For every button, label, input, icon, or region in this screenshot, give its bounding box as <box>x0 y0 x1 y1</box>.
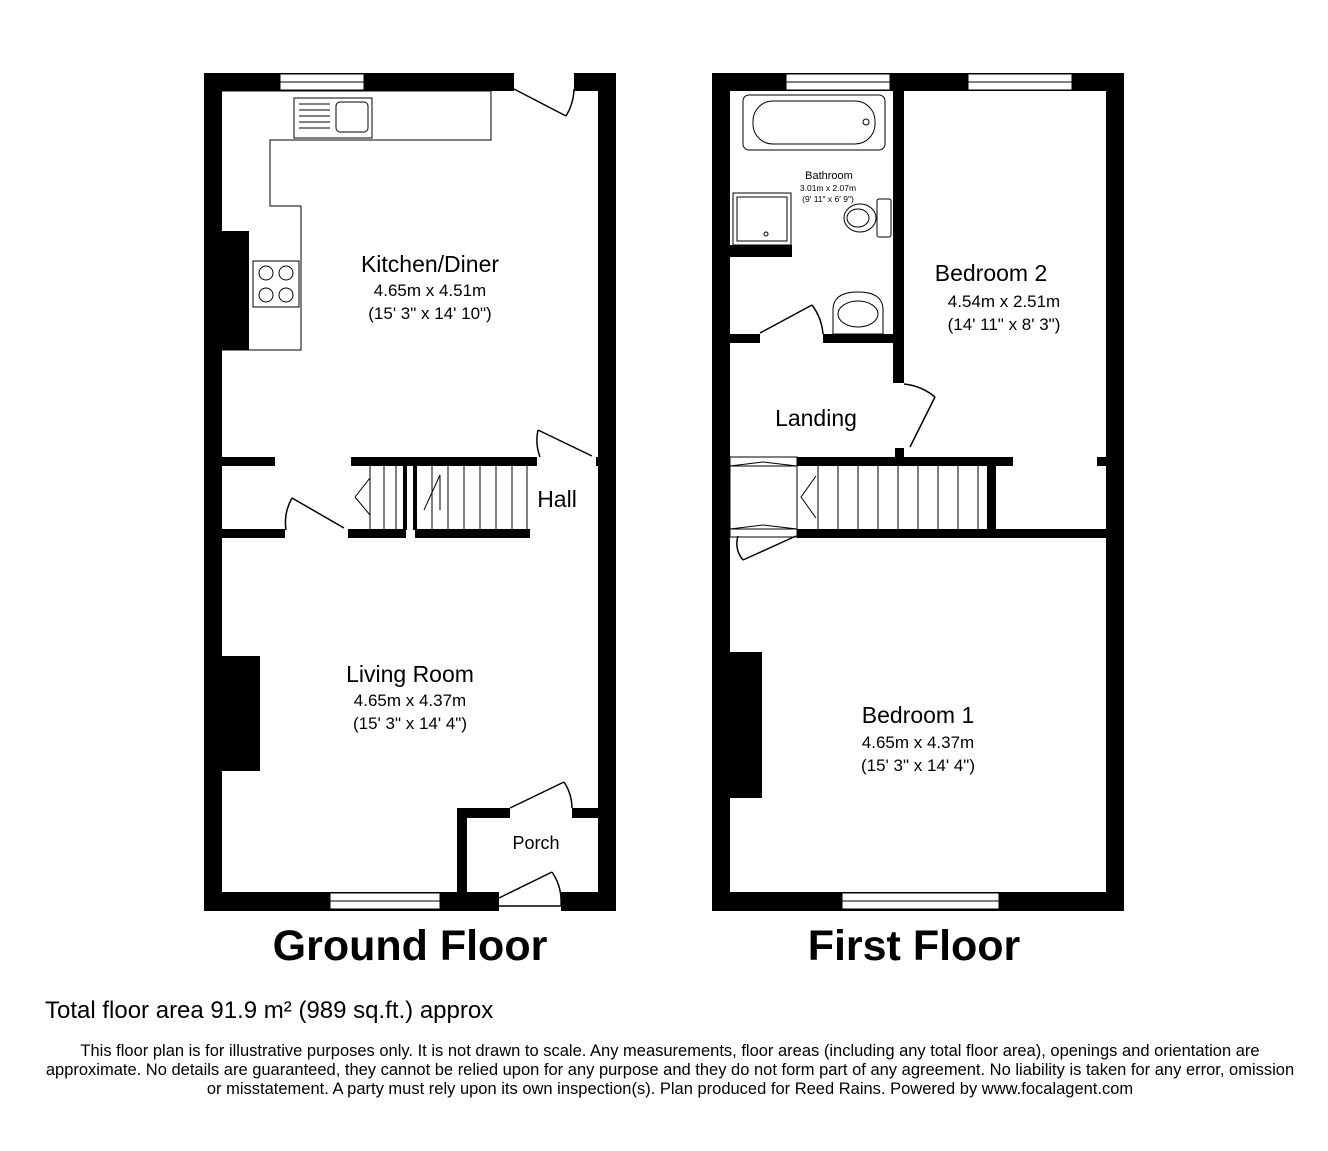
kitchen-name: Kitchen/Diner <box>360 251 500 277</box>
bedroom-2-window <box>968 74 1072 90</box>
living-room-metric: 4.65m x 4.37m <box>353 691 467 710</box>
kitchen-metric: 4.65m x 4.51m <box>373 281 487 300</box>
bathroom-metric: 3.01m x 2.07m <box>799 183 857 193</box>
kitchen-window <box>280 74 364 90</box>
basin-icon <box>833 292 883 334</box>
bedroom-1-chimney-breast <box>730 652 762 798</box>
bedroom-1-name: Bedroom 1 <box>861 702 975 728</box>
bedroom-1-metric: 4.65m x 4.37m <box>861 733 975 752</box>
kitchen-chimney-breast <box>222 231 249 350</box>
ground-floor-plan <box>204 73 616 970</box>
toilet-icon <box>844 199 891 237</box>
living-room-name: Living Room <box>346 661 474 687</box>
front-door-opening <box>499 892 561 911</box>
bedroom-2-metric: 4.54m x 2.51m <box>947 292 1061 311</box>
ground-floor-title: Ground Floor <box>272 922 548 970</box>
living-chimney-breast <box>222 656 260 771</box>
bedroom-2-imperial: (14' 11" x 8' 3") <box>947 315 1061 334</box>
hall-door-icons <box>285 430 592 530</box>
hall-name: Hall <box>537 486 577 512</box>
first-floor-title: First Floor <box>807 922 1021 970</box>
bathroom-window <box>786 74 890 90</box>
porch-inner-door-icon <box>510 782 572 808</box>
kitchen-imperial: (15' 3" x 14' 10") <box>368 304 492 323</box>
bedroom-1-window <box>842 893 999 909</box>
ground-floor-stairs <box>355 466 527 529</box>
living-room-imperial: (15' 3" x 14' 4") <box>352 714 468 733</box>
back-door-icon <box>514 89 574 116</box>
bedroom-1-door-icon <box>737 536 796 560</box>
landing-name: Landing <box>775 405 857 431</box>
bath-icon <box>743 95 885 150</box>
total-floor-area: Total floor area 91.9 m² (989 sq.ft.) approx <box>45 997 494 1024</box>
bathroom-imperial: (9' 11" x 6' 9") <box>802 194 854 204</box>
disclaimer-text: This floor plan is for illustrative purposes only. It is not drawn to scale. Any measurements, floor areas (including any total floor area), openings and orientation are approximate. No details are guaranteed, they cannot be relied upon for any purpose and they do not form part of any agreement. No liability is taken for any error, omission or misstatement. A party must rely upon its own inspection(s). Plan produced for Reed Rains. Powered by www.focalagent.com <box>45 1042 1295 1098</box>
bathroom-door-icon <box>760 305 823 334</box>
hob-icon <box>253 261 299 307</box>
first-floor-stairs <box>730 457 978 537</box>
porch-name: Porch <box>512 833 560 853</box>
living-room-window <box>330 893 440 909</box>
shower-tray-icon <box>733 193 791 245</box>
bedroom-1-imperial: (15' 3" x 14' 4") <box>860 756 976 775</box>
porch-walls <box>457 808 600 898</box>
back-door-opening <box>514 73 574 91</box>
bathroom-name: Bathroom <box>805 170 853 182</box>
bedroom-2-door-icon <box>904 384 935 447</box>
sink-icon <box>294 98 372 138</box>
first-floor-plan <box>712 73 1124 970</box>
bedroom-2-name: Bedroom 2 <box>934 260 1048 286</box>
